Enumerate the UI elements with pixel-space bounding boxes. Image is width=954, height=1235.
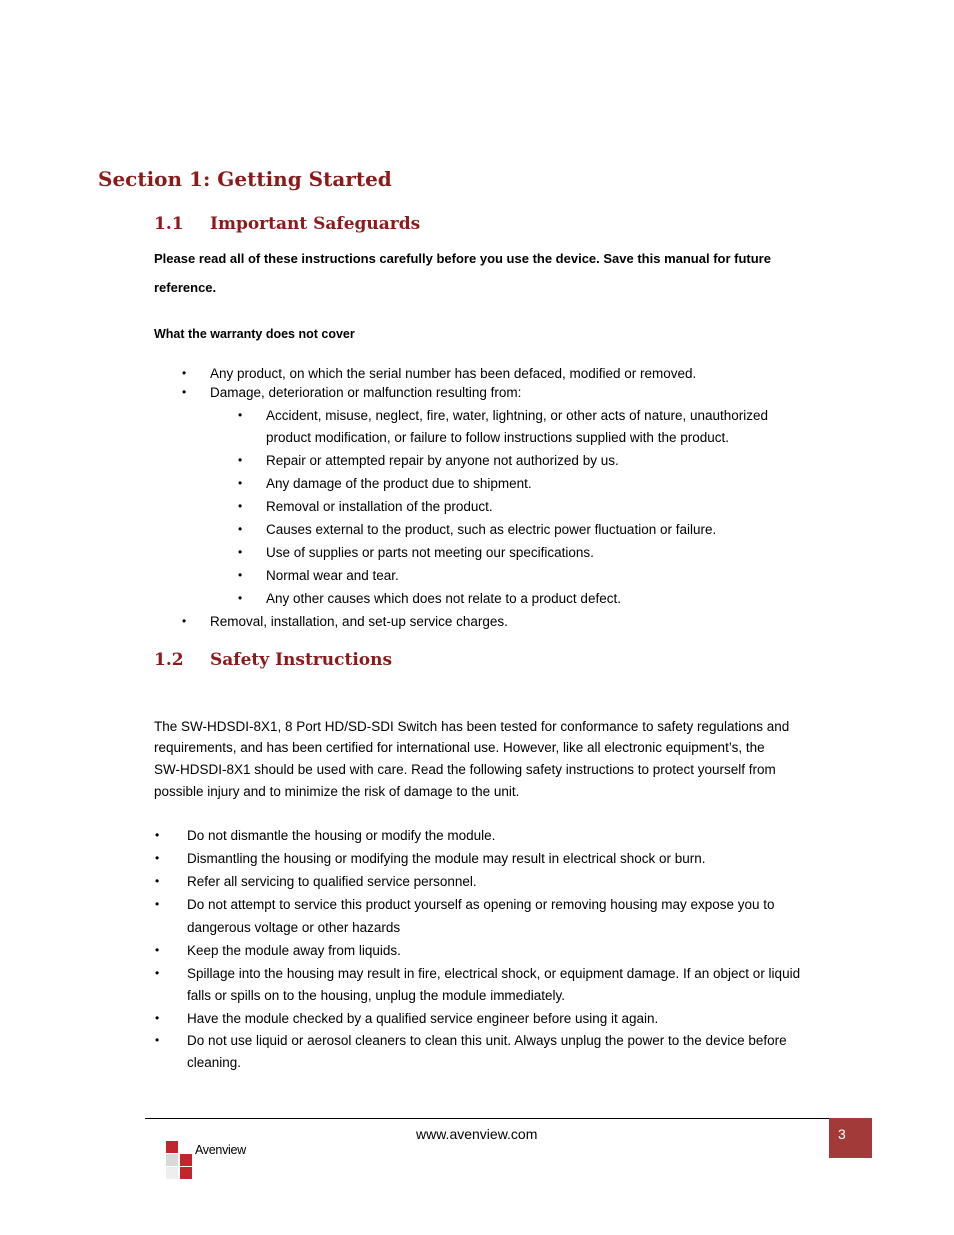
list-item: Refer all servicing to qualified service personnel. [187,874,477,889]
avenview-logo-icon [163,1138,195,1180]
list-item: Do not dismantle the housing or modify the module. [187,828,496,843]
sub-list-item-continued: product modification, or failure to follow instructions supplied with the product. [266,430,729,445]
list-item: Removal, installation, and set-up service charges. [210,614,508,629]
paragraph-line: requirements, and has been certified for international use. However, like all electronic equipment’s, the [154,740,765,755]
bullet-icon: • [238,408,243,422]
bullet-icon: • [155,851,160,865]
bullet-icon: • [238,568,243,582]
bullet-icon: • [155,874,160,888]
bullet-icon: • [182,614,187,628]
sub-list-item: Any damage of the product due to shipment. [266,476,532,491]
bullet-icon: • [155,897,160,911]
logo-text: Avenview [195,1143,246,1157]
intro-line-1: Please read all of these instructions carefully before you use the device. Save this manual for future [154,251,771,266]
page-number: 3 [829,1118,872,1158]
sub-list-item: Removal or installation of the product. [266,499,493,514]
bullet-icon: • [155,1011,160,1025]
paragraph-line: The SW-HDSDI-8X1, 8 Port HD/SD-SDI Switch has been tested for conformance to safety regulations and [154,719,790,734]
list-item: Do not attempt to service this product yourself as opening or removing housing may expose you to [187,897,775,912]
sub-list-item: Causes external to the product, such as electric power fluctuation or failure. [266,522,717,537]
list-item: Do not use liquid or aerosol cleaners to clean this unit. Always unplug the power to the device before [187,1033,787,1048]
footer-divider [145,1118,829,1119]
list-item-continued: dangerous voltage or other hazards [187,920,401,935]
sub-list-item: Accident, misuse, neglect, fire, water, lightning, or other acts of nature, unauthorized [266,408,769,423]
bullet-icon: • [238,453,243,467]
heading-text: Important Safeguards [210,214,421,234]
bullet-icon: • [155,1033,160,1047]
paragraph-line: SW-HDSDI-8X1 should be used with care. Read the following safety instructions to protect yourself from [154,762,776,777]
bullet-icon: • [238,545,243,559]
list-item: Have the module checked by a qualified service engineer before using it again. [187,1011,659,1026]
heading-number: 1.1 [154,214,184,234]
list-item-continued: falls or spills on to the housing, unplug the module immediately. [187,988,565,1003]
sub-list-item: Repair or attempted repair by anyone not authorized by us. [266,453,619,468]
bullet-icon: • [238,591,243,605]
paragraph-line: possible injury and to minimize the risk of damage to the unit. [154,784,520,799]
warranty-heading: What the warranty does not cover [154,327,355,341]
sub-list-item: Normal wear and tear. [266,568,399,583]
bullet-icon: • [182,385,187,399]
list-item: Spillage into the housing may result in fire, electrical shock, or equipment damage. If an object or liquid [187,966,801,981]
intro-line-2: reference. [154,280,217,295]
heading-important-safeguards [154,214,554,238]
sub-list-item: Any other causes which does not relate to a product defect. [266,591,621,606]
heading-text: Safety Instructions [210,650,393,670]
heading-safety-instructions [154,650,554,674]
list-item: Any product, on which the serial number has been defaced, modified or removed. [210,366,697,381]
bullet-icon: • [155,966,160,980]
list-item: Damage, deterioration or malfunction resulting from: [210,385,522,400]
list-item: Dismantling the housing or modifying the module may result in electrical shock or burn. [187,851,706,866]
bullet-icon: • [155,828,160,842]
bullet-icon: • [238,476,243,490]
bullet-icon: • [182,366,187,380]
bullet-icon: • [155,943,160,957]
footer-url[interactable]: www.avenview.com [416,1126,538,1142]
bullet-icon: • [238,499,243,513]
heading-number: 1.2 [154,650,184,670]
list-item-continued: cleaning. [187,1055,242,1070]
bullet-icon: • [238,522,243,536]
section-title: Section 1: Getting Started [98,167,392,191]
sub-list-item: Use of supplies or parts not meeting our specifications. [266,545,594,560]
list-item: Keep the module away from liquids. [187,943,401,958]
